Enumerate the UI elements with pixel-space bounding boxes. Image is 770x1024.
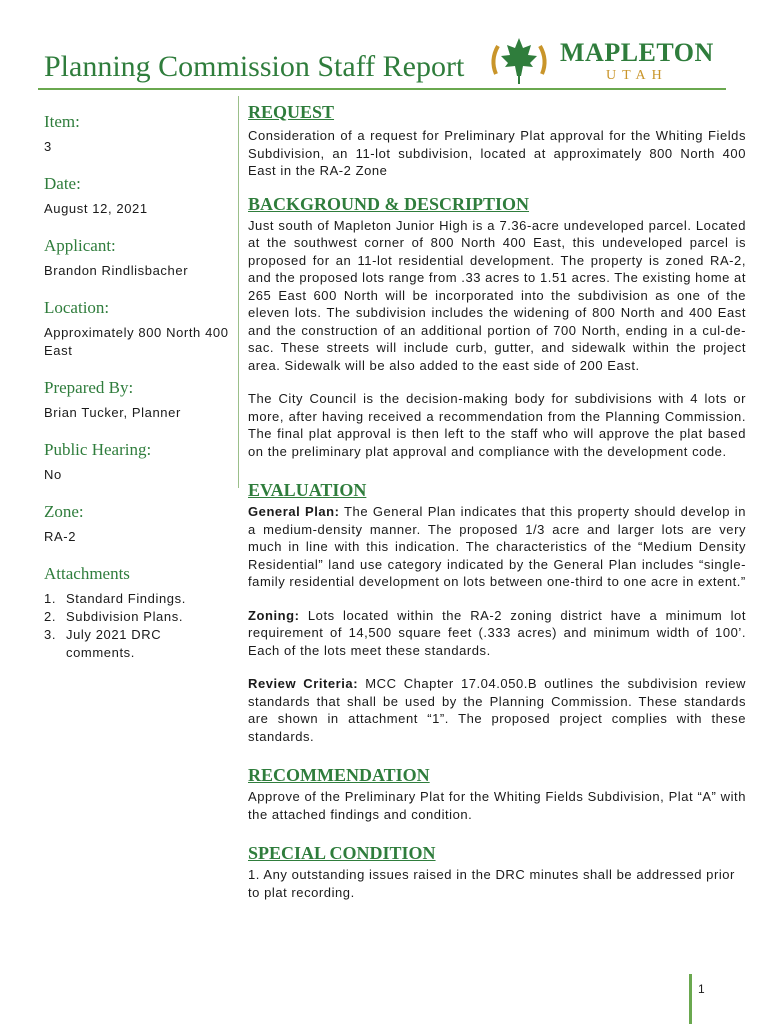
item-label: Item: [44,112,80,131]
zoning-text: Lots located within the RA-2 zoning district have a minimum lot requirement of 14,500 square feet (.333 acres) and minimum width of 100’. Each of the lots meet these standards. [248,607,746,658]
review-paragraph [248,675,746,745]
attachment-text: Standard Findings. [66,591,186,606]
hearing-label: Public Hearing: [44,440,152,459]
prepared-label: Prepared By: [44,378,134,397]
date-value: August 12, 2021 [44,201,148,216]
request-text: Consideration of a request for Preliminary Plat approval for the Whiting Fields Subdivision, an 11-lot subdivision, located at approximately 800 North 400 East in the RA-2 Zone [248,128,746,178]
background-paragraph-2: The City Council is the decision-making body for subdivisions with 4 lots or more, after having received a recommendation from the Planning Commission. The final plat approval is then left to the staff who will approve the plat based on the preliminary plat approval and compliance with the development code. [248,391,746,459]
header-rule [38,88,726,90]
background-heading: BACKGROUND & DESCRIPTION [248,193,530,214]
list-item [44,626,234,662]
maple-leaf-icon [486,34,552,88]
sidebar [44,112,234,680]
review-text: MCC Chapter 17.04.050.B outlines the subdivision review standards that shall be used by the Planning Commission. These standards are shown in attachment “1”. The proposed project complies with these standards. [248,676,746,744]
zoning-paragraph [248,607,746,660]
special-condition-text: 1. Any outstanding issues raised in the DRC minutes shall be addressed prior to plat recording. [248,867,735,900]
item-value: 3 [44,139,52,154]
date-label: Date: [44,174,81,193]
background-paragraph-1: Just south of Mapleton Junior High is a 7.36-acre undeveloped parcel. Located at the southwest corner of 800 North 400 East, this undeveloped parcel is proposed for an 11-lot residential development. The property is zoned RA-2, and the proposed lots range from .33 acres to 1.51 acres. The existing home at 265 East 600 North will be incorporated into the subdivision as one of the eleven lots. The subdivision includes the widening of 800 North and 400 East and the construction of an additional portion of 700 North, ending in a cul-de-sac. These streets will include curb, gutter, and sidewalk within the project area. Sidewalk will be also added to the east side of 200 East. [248,217,746,373]
mapleton-logo [486,34,726,88]
applicant-block [44,236,234,280]
attachment-text: Subdivision Plans. [66,609,184,624]
hearing-block [44,440,234,484]
logo-subtitle: UTAH [606,68,668,83]
location-block [44,298,234,360]
page-title: Planning Commission Staff Report [44,50,465,83]
location-value: Approximately 800 North 400 East [44,325,229,358]
page-number: 1 [698,982,705,996]
applicant-label: Applicant: [44,236,116,255]
attachment-number: 1. [44,591,57,606]
main-content [248,102,746,901]
list-item [44,590,234,608]
zone-label: Zone: [44,502,84,521]
date-block [44,174,234,218]
column-divider [238,96,239,488]
applicant-value: Brandon Rindlisbacher [44,263,189,278]
evaluation-heading: EVALUATION [248,480,367,500]
footer-rule [689,974,692,1024]
review-label: Review Criteria: [248,676,359,691]
logo-wordmark: MAPLETON [560,38,714,67]
request-heading: REQUEST [248,102,335,122]
general-plan-paragraph [248,503,746,591]
general-plan-text: The General Plan indicates that this property should develop in a medium-density manner. The proposed 1/3 acre and larger lots are very much in line with this indication. The characteristics of the “Medium Density Residential” land use category indicated by the General Plan includes “single-family residential development on lots between one-third to one acre in extent.” [248,504,746,589]
zoning-label: Zoning: [248,607,300,623]
item-block [44,112,234,156]
hearing-value: No [44,467,62,482]
attachments-label: Attachments [44,564,130,583]
special-condition-heading: SPECIAL CONDITION [248,843,436,863]
zone-block [44,502,234,546]
list-item [44,608,234,626]
attachment-text: July 2021 DRC comments. [66,627,162,660]
zone-value: RA-2 [44,529,77,544]
attachments-block [44,564,234,662]
recommendation-heading: RECOMMENDATION [248,765,430,785]
attachments-list [44,590,234,662]
recommendation-text: Approve of the Preliminary Plat for the Whiting Fields Subdivision, Plat “A” with the attached findings and condition. [248,789,746,822]
prepared-value: Brian Tucker, Planner [44,405,181,420]
location-label: Location: [44,298,110,317]
attachment-number: 3. [44,627,57,642]
attachment-number: 2. [44,609,57,624]
general-plan-label: General Plan: [248,504,340,519]
prepared-block [44,378,234,422]
